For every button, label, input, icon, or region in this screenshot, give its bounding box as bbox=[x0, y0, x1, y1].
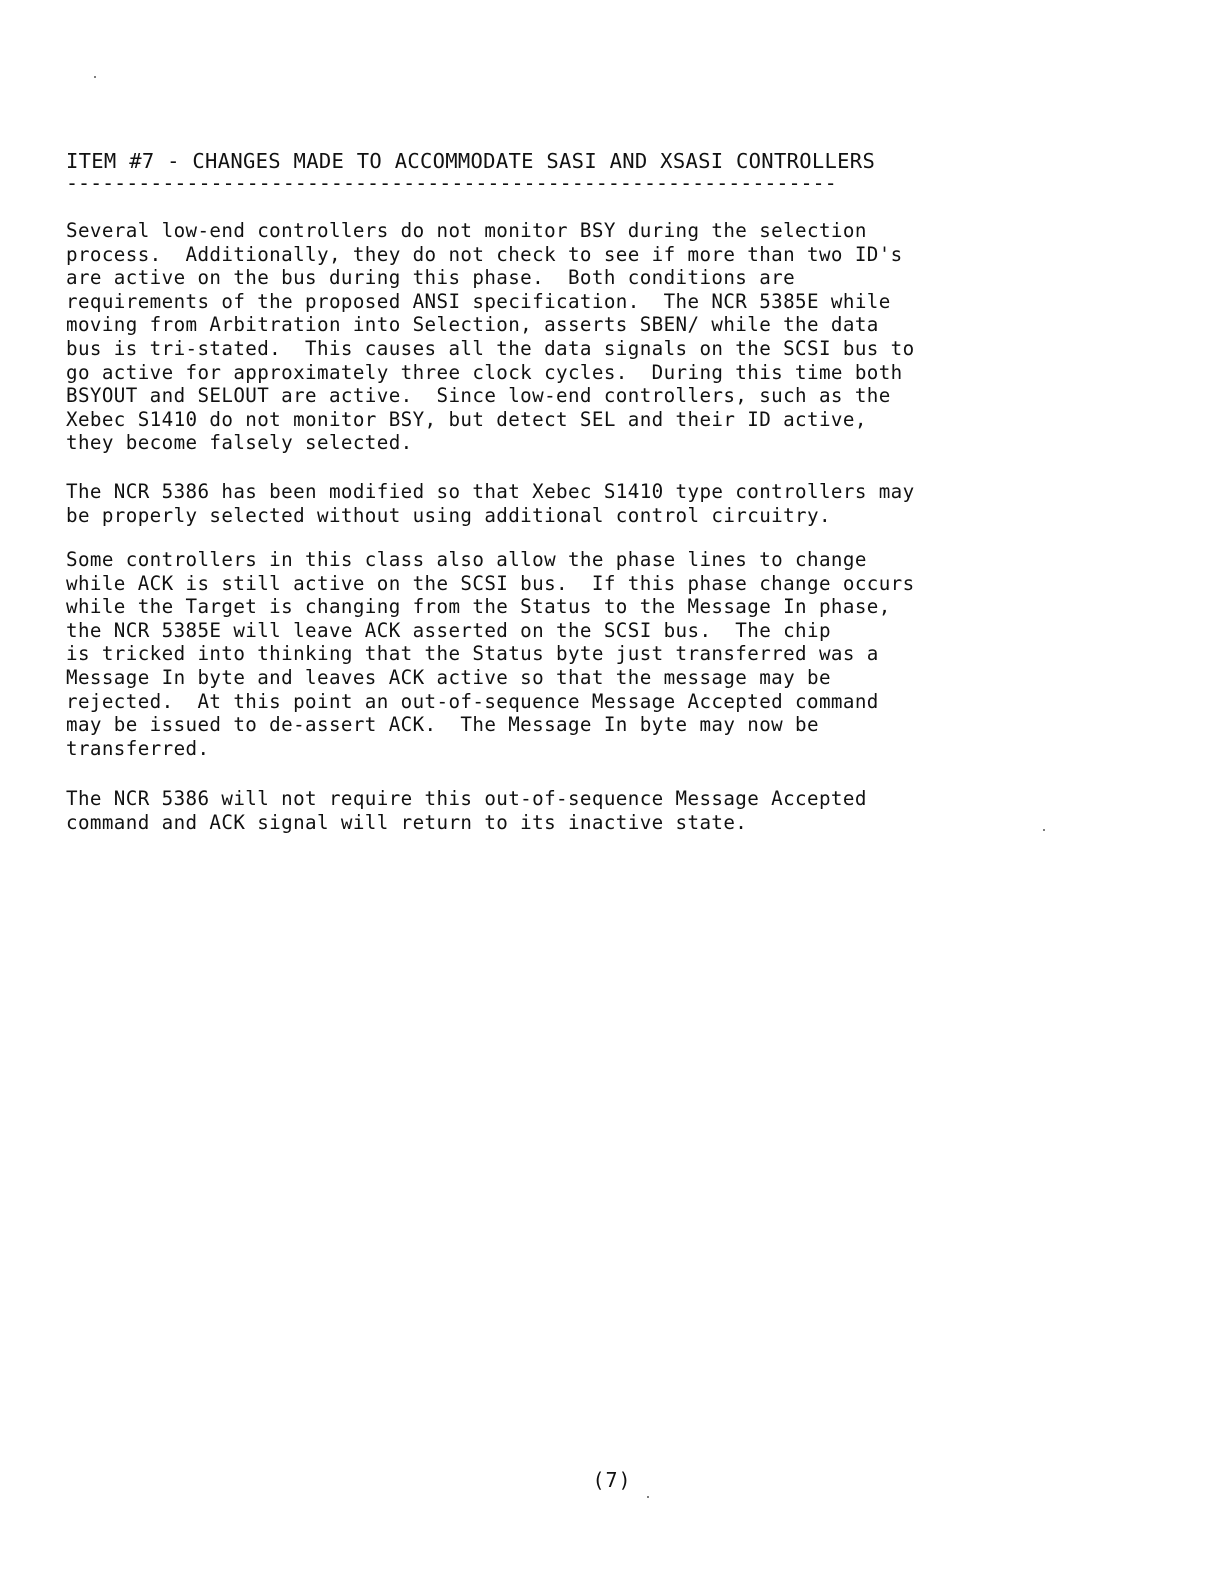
page-number: (7) bbox=[592, 1468, 632, 1492]
scan-speck bbox=[1043, 829, 1045, 831]
paragraph-5386-selection-fix: The NCR 5386 has been modified so that Xebec S1410 type controllers may be properly selected without using additional control circuitry. bbox=[66, 480, 915, 527]
paragraph-5386-ack-fix: The NCR 5386 will not require this out-of-sequence Message Accepted command and ACK signal will return to its inactive state. bbox=[66, 787, 867, 834]
paragraph-selection-issue: Several low-end controllers do not monitor BSY during the selection process. Additionally, they do not check to see if more than two ID's are active on the bus during this phase. Both conditions are requirements of the proposed ANSI specification. The NCR 5385E while moving from Arbitration into Selection, asserts SBEN/ while the data bus is tri-stated. This causes all the data signals on the SCSI bus to go active for approximately three clock cycles. During this time both BSYOUT and SELOUT are active. Since low-end controllers, such as the Xebec S1410 do not monitor BSY, but detect SEL and their ID active, they become falsely selected. bbox=[66, 219, 915, 455]
scan-speck bbox=[647, 1496, 649, 1498]
paragraph-ack-phase-issue: Some controllers in this class also allow the phase lines to change while ACK is still active on the SCSI bus. If this phase change occurs while the Target is changing from the Status to the Message In phase, the NCR 5385E will leave ACK asserted on the SCSI bus. The chip is tricked into thinking that the Status byte just transferred was a Message In byte and leaves ACK active so that the message may be rejected. At this point an out-of-sequence Message Accepted command may be issued to de-assert ACK. The Message In byte may now be transferred. bbox=[66, 548, 915, 760]
heading-underline: ---------------------------------------------------------------- bbox=[66, 173, 837, 193]
section-heading: ITEM #7 - CHANGES MADE TO ACCOMMODATE SASI AND XSASI CONTROLLERS bbox=[66, 149, 876, 173]
scan-speck bbox=[94, 76, 96, 78]
